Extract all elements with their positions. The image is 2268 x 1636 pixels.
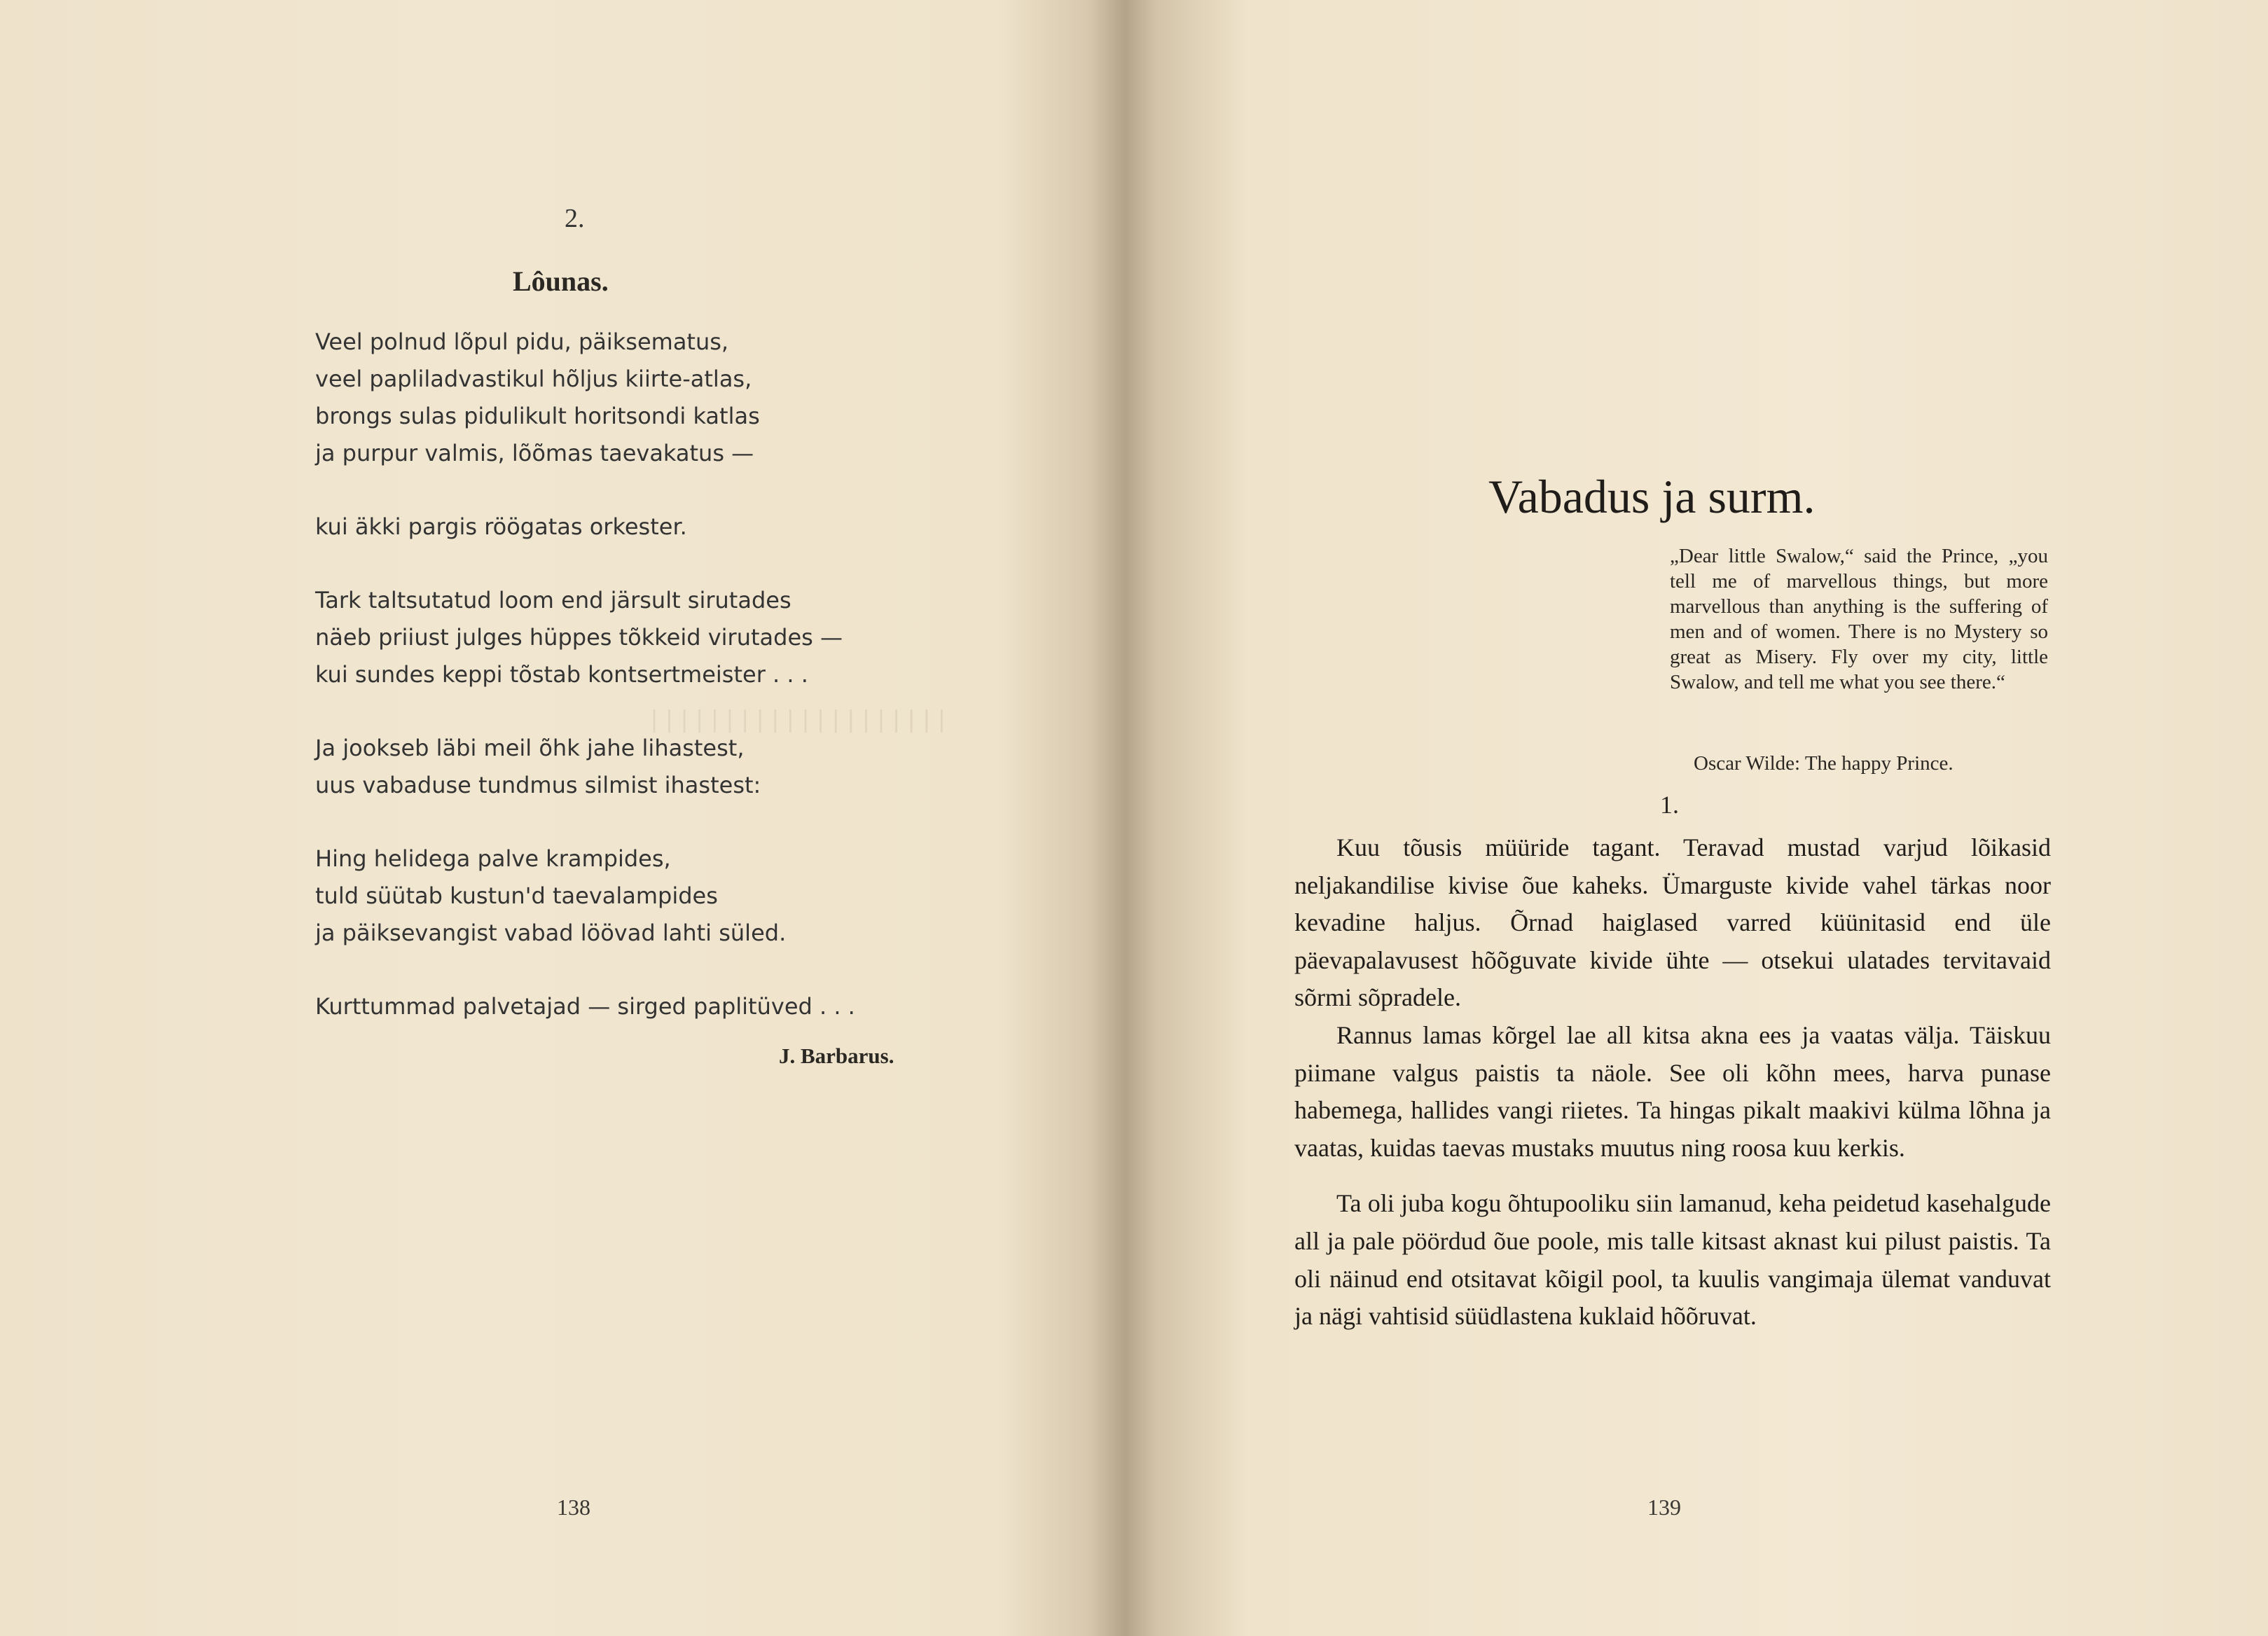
poem-line: näeb priiust julges hüppes tõkkeid virutades — <box>315 624 843 651</box>
poem-line: Veel polnud lõpul pidu, päiksematus, <box>315 328 729 355</box>
poem-number: 2. <box>565 204 585 233</box>
stanza <box>315 840 946 952</box>
poem-line: kui äkki pargis röögatas orkester. <box>315 513 687 540</box>
poem-line: tuld süütab kustun'd taevalampides <box>315 882 718 909</box>
poem-line: veel papliladvastikul hõljus kiirte-atlas, <box>315 366 752 392</box>
story-title: Vabadus ja surm. <box>1488 470 1816 523</box>
poem-line: kui sundes keppi tõstab kontsertmeister . . . <box>315 661 808 688</box>
stanza <box>315 988 946 1025</box>
poem-line: brongs sulas pidulikult horitsondi katlas <box>315 403 760 429</box>
epigraph: „Dear little Swalow,“ said the Prince, „you tell me of marvellous things, but more marvellous than anything is the suffering of men and of women. There is no Mystery so great as Misery. Fly over my city, little Swalow, and tell me what you see there.“ <box>1670 545 2048 693</box>
poem-line: uus vabaduse tundmus silmist ihastest: <box>315 772 761 798</box>
stanza <box>315 582 946 693</box>
page-number: 138 <box>557 1495 590 1520</box>
prose-body <box>1294 829 2051 1336</box>
paragraph: Kuu tõusis müüride tagant. Teravad mustad varjud lõikasid neljakandilise kivise õue kaheks. Ümarguste kivide vahel tärkas noor kevadine haljus. Õrnad haiglased varred küünitasid end üle päevapalavusest hõõguvate kivide ühte — otsekui ulatades tervitavaid sõrmi sõpradele. <box>1294 833 2051 1012</box>
paragraph: Ta oli juba kogu õhtupooliku siin lamanud, keha peidetud kasehalgude all ja pale pöördud õue poole, mis talle kitsast aknast kui pilust paistis. Ta oli näinud end otsitavat kõigil pool, ta kuulis vangimaja ülemat vanduvat ja nägi vahtisid süüdlastena kuklaid hõõruvat. <box>1294 1189 2051 1331</box>
page-number: 139 <box>1647 1495 1681 1520</box>
poem-line: Kurttummad palvetajad — sirged paplitüved . . . <box>315 993 855 1020</box>
poem-body <box>315 324 946 1062</box>
poem-author: J. Barbarus. <box>779 1044 894 1068</box>
poem-line: Ja jookseb läbi meil õhk jahe lihastest, <box>315 735 745 761</box>
poem-line: ja purpur valmis, lõõmas taevakatus — <box>315 440 754 466</box>
stanza <box>315 508 946 546</box>
right-page <box>1128 0 2268 1636</box>
left-page <box>0 0 1128 1636</box>
epigraph-source: Oscar Wilde: The happy Prince. <box>1694 752 1954 775</box>
stanza <box>315 730 946 804</box>
bleed-through-text: | | | | | | | | | | | | | | | | | | | | <box>650 705 946 733</box>
poem-line: Tark taltsutatud loom end järsult sirutades <box>315 587 791 614</box>
poem-line: ja päiksevangist vabad löövad lahti süled. <box>315 920 787 946</box>
poem-title: Lôunas. <box>513 265 609 297</box>
stanza <box>315 324 946 472</box>
section-number: 1. <box>1660 791 1679 819</box>
paragraph: Rannus lamas kõrgel lae all kitsa akna ees ja vaatas välja. Täiskuu piimane valgus paistis ta näole. See oli kõhn mees, harva punase habemega, hallides vangi riietes. Ta hingas pikalt maakivi külma lõhna ja vaatas, kuidas taevas mustaks muutus ning roosa kuu kerkis. <box>1294 1020 2051 1162</box>
poem-line: Hing helidega palve krampides, <box>315 845 671 872</box>
